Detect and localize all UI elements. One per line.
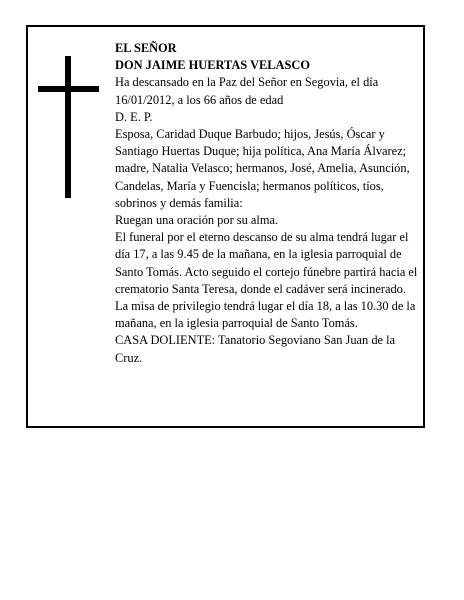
prayer-request: Ruegan una oración por su alma. [115, 213, 279, 228]
cross-icon [38, 56, 99, 198]
casa-doliente: CASA DOLIENTE: Tanatorio Segoviano San Juan de la Cruz. [115, 333, 396, 365]
funeral-details: El funeral por el eterno descanso de su alma tendrá lugar el día 17, a las 9.45 de la mañana, en la iglesia parroquial de Santo Tomás. Acto seguido el cortejo fúnebre partirá hacia el crematorio Santa Teresa, donde el cadáver será incinerado. La misa de privilegio tendrá lugar el día 18, a las 10.30 de la mañana, en la iglesia parroquial de Santo Tomás. [115, 230, 418, 331]
family-list: Esposa, Caridad Duque Barbudo; hijos, Jesús, Óscar y Santiago Huertas Duque; hija política, Ana María Álvarez; madre, Natalia Velasco; hermanos, José, Amelia, Asunción, Candelas, María y Fuencisla; hermanos políticos, tíos, sobrinos y demás familia: [115, 127, 410, 210]
cross-vertical-bar [65, 56, 71, 198]
notice-text [115, 40, 420, 367]
notice-title-line-1: EL SEÑOR [115, 41, 177, 55]
deceased-name: DON JAIME HUERTAS VELASCO [115, 58, 310, 73]
cross-horizontal-bar [38, 86, 99, 92]
obituary-notice [26, 25, 425, 428]
death-announcement: Ha descansado en la Paz del Señor en Segovia, el día 16/01/2012, a los 66 años de edad [115, 75, 379, 107]
dep-line: D. E. P. [115, 109, 153, 124]
